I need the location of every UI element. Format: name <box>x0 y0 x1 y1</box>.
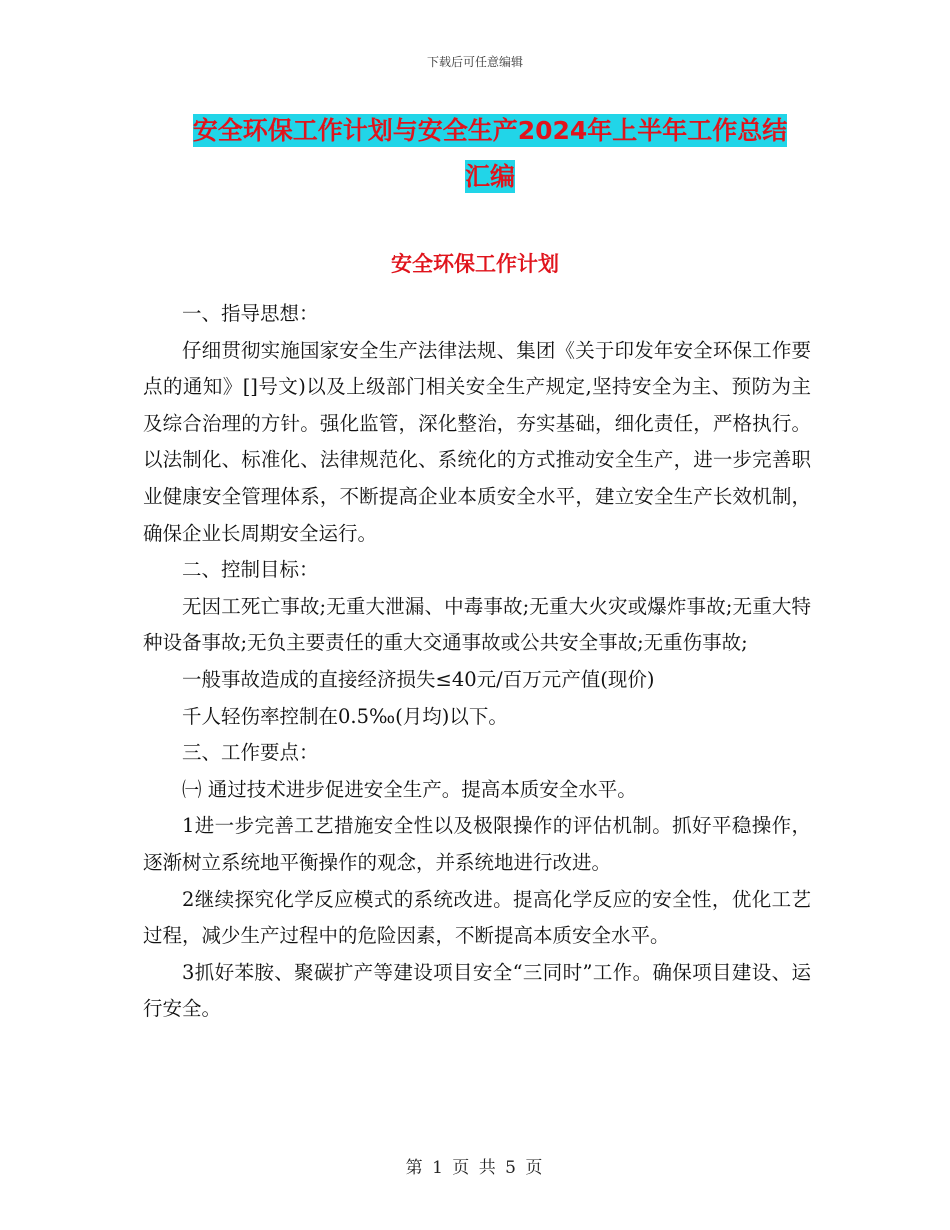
section-title: 安全环保工作计划 <box>391 252 559 276</box>
paragraph-targets-injury-rate: 千人轻伤率控制在0.5‰(月均)以下。 <box>182 704 508 728</box>
page-footer-page-number: 第 1 页 共 5 页 <box>405 1158 545 1178</box>
paragraph-guiding-ideology: 仔细贯彻实施国家安全生产法律法规、集团《关于印发年安全环保工作要点的通知》[]号文)以及上级部门相关安全生产规定,坚持安全为主、预防为主及综合治理的方针。强化监管，深化整治，夯实基础，细化责任，严格执行。以法制化、标准化、法律规范化、系统化的方式推动安全生产，进一步完善职业健康安全管理体系，不断提高企业本质安全水平，建立安全生产长效机制，确保企业长周期安全运行。 <box>143 338 811 545</box>
paragraph-item-3: 3抓好苯胺、聚碳扩产等建设项目安全“三同时”工作。确保项目建设、运行安全。 <box>143 960 811 1021</box>
document-title-line-1: 安全环保工作计划与安全生产2024年上半年工作总结 <box>192 116 788 145</box>
paragraph-item-1: 1进一步完善工艺措施安全性以及极限操作的评估机制。抓好平稳操作，逐渐树立系统地平衡操作的观念，并系统地进行改进。 <box>143 814 811 874</box>
paragraph-work-point-1: ㈠ 通过技术进步促进安全生产。提高本质安全水平。 <box>182 777 637 801</box>
paragraph-targets-loss: 一般事故造成的直接经济损失≤40元/百万元产值(现价) <box>182 667 655 691</box>
document-title <box>140 108 840 200</box>
heading-guiding-ideology: 一、指导思想： <box>182 302 319 325</box>
document-title-line-2: 汇编 <box>464 162 515 191</box>
page-header-note: 下载后可任意编辑 <box>426 55 523 69</box>
heading-work-points: 三、工作要点： <box>182 741 319 765</box>
document-body <box>143 296 811 1028</box>
heading-control-targets: 二、控制目标： <box>182 558 319 582</box>
paragraph-item-2: 2继续探究化学反应模式的系统改进。提高化学反应的安全性，优化工艺过程，减少生产过程中的危险因素，不断提高本质安全水平。 <box>143 887 811 948</box>
paragraph-targets-accidents: 无因工死亡事故;无重大泄漏、中毒事故;无重大火灾或爆炸事故;无重大特种设备事故;无负主要责任的重大交通事故或公共安全事故;无重伤事故; <box>143 594 811 655</box>
